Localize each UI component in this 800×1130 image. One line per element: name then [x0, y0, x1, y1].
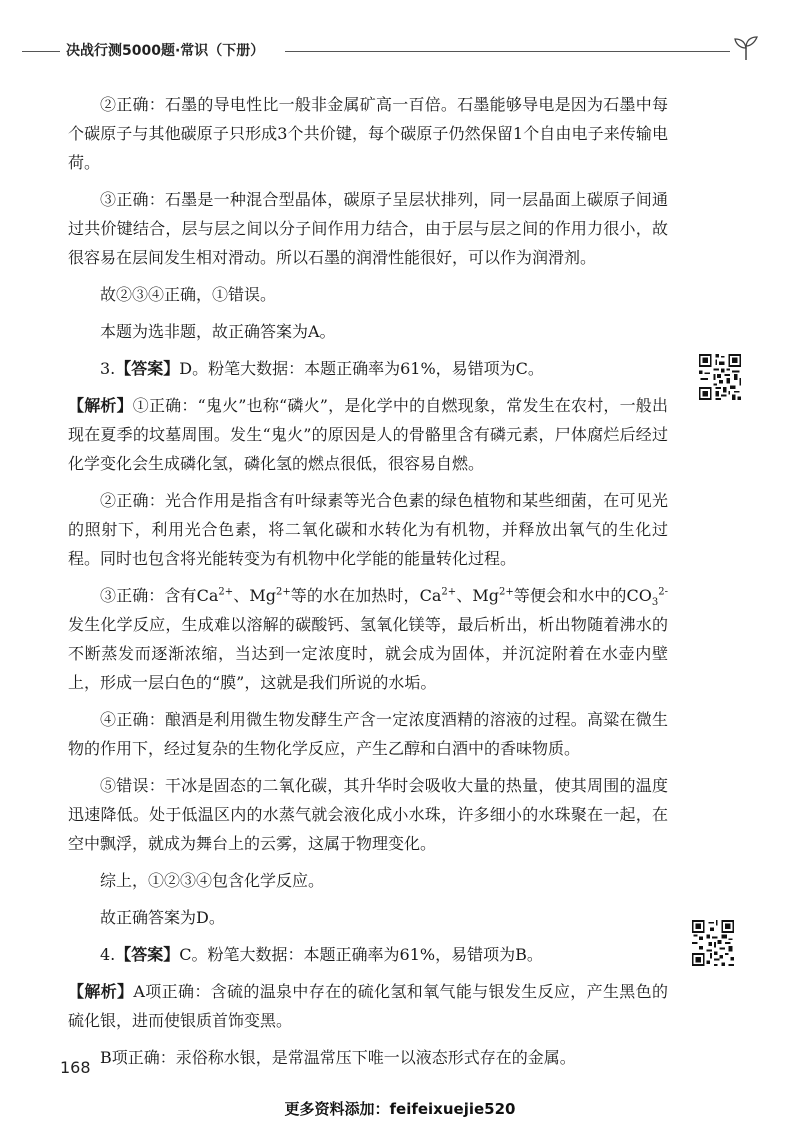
qr-code-icon[interactable]	[697, 352, 743, 402]
answer-label: 【答案】	[115, 359, 180, 378]
superscript: 2+	[441, 586, 457, 598]
watermark-contact: 更多资料添加：feifeixuejie520	[284, 1100, 516, 1118]
paragraph: 本题为选非题，故正确答案为A。	[100, 322, 336, 341]
text-run: 等便会和水中的CO	[513, 586, 652, 605]
qr-code-icon[interactable]	[690, 918, 736, 968]
text-run: 等的水在加热时，Ca	[290, 586, 442, 605]
text-run: ③正确：含有Ca	[100, 586, 219, 605]
paragraph: 故②③④正确，①错误。	[100, 285, 277, 304]
paragraph: 综上，①②③④包含化学反应。	[100, 871, 325, 890]
question-3-analysis	[68, 391, 668, 478]
superscript: 2+	[218, 586, 234, 598]
header-rule-right	[285, 51, 730, 52]
paragraph: ②正确：光合作用是指含有叶绿素等光合色素的绿色植物和某些细菌，在可见光的照射下，利用光合色素，将二氧化碳和水转化为有机物，并释放出氧气的生化过程。同时也包含将光能转变为有机物中化学能的能量转化过程。	[68, 491, 668, 568]
text-run: 发生化学反应，生成难以溶解的碳酸钙、氢氧化镁等，最后析出，析出物随着沸水的不断蒸发而逐渐浓缩，当达到一定浓度时，就会成为固体，并沉淀附着在水壶内壁上，形成一层白色的“膜”，这就是我们所说的水垢。	[68, 615, 668, 692]
answer-text: D。粉笔大数据：本题正确率为61%，易错项为C。	[179, 359, 544, 378]
paragraph: B项正确：汞俗称水银，是常温常压下唯一以液态形式存在的金属。	[100, 1048, 576, 1067]
paragraph: ④正确：酿酒是利用微生物发酵生产含一定浓度酒精的溶液的过程。高粱在微生物的作用下，经过复杂的生物化学反应，产生乙醇和白酒中的香味物质。	[68, 710, 668, 758]
superscript: 2-	[658, 586, 668, 598]
paragraph: 故正确答案为D。	[100, 908, 225, 927]
sprout-icon	[732, 36, 760, 62]
paragraph-chemistry	[68, 581, 668, 697]
text-run: 、Mg	[456, 586, 499, 605]
analysis-text: ①正确：“鬼火”也称“磷火”，是化学中的自燃现象，常发生在农村，一般出现在夏季的坟墓周围。发生“鬼火”的原因是人的骨骼里含有磷元素，尸体腐烂后经过化学变化会生成磷化氢，磷化氢的燃点很低，很容易自燃。	[68, 396, 668, 473]
paragraph: ⑤错误：干冰是固态的二氧化碳，其升华时会吸收大量的热量，使其周围的温度迅速降低。处于低温区内的水蒸气就会液化成小水珠，许多细小的水珠聚在一起，在空中飘浮，就成为舞台上的云雾，这属于物理变化。	[68, 776, 668, 853]
question-4-answer	[68, 940, 668, 969]
question-number: 3.	[100, 359, 116, 378]
subscript: 3	[651, 597, 659, 609]
superscript: 2+	[498, 586, 514, 598]
page-header	[0, 40, 800, 70]
question-3-answer	[68, 354, 668, 383]
answer-label: 【答案】	[115, 945, 180, 964]
page-body	[68, 90, 668, 1080]
analysis-label: 【解析】	[68, 982, 134, 1001]
header-rule-left	[22, 51, 60, 52]
analysis-label: 【解析】	[68, 396, 133, 415]
question-4-analysis	[68, 977, 668, 1035]
running-title: 决战行测5000题·常识（下册）	[66, 43, 265, 59]
superscript: 2+	[275, 586, 291, 598]
paragraph: ②正确：石墨的导电性比一般非金属矿高一百倍。石墨能够导电是因为石墨中每个碳原子与其他碳原子只形成3个共价键，每个碳原子仍然保留1个自由电子来传输电荷。	[68, 95, 668, 172]
analysis-text: A项正确：含硫的温泉中存在的硫化氢和氧气能与银发生反应，产生黑色的硫化银，进而使银质首饰变黑。	[68, 982, 668, 1030]
text-run: 、Mg	[233, 586, 276, 605]
question-number: 4.	[100, 945, 116, 964]
paragraph: ③正确：石墨是一种混合型晶体，碳原子呈层状排列，同一层晶面上碳原子间通过共价键结合，层与层之间以分子间作用力结合，由于层与层之间的作用力很小，故很容易在层间发生相对滑动。所以石墨的润滑性能很好，可以作为润滑剂。	[68, 190, 668, 267]
page-number: 168	[60, 1058, 91, 1077]
answer-text: C。粉笔大数据：本题正确率为61%，易错项为B。	[179, 945, 543, 964]
